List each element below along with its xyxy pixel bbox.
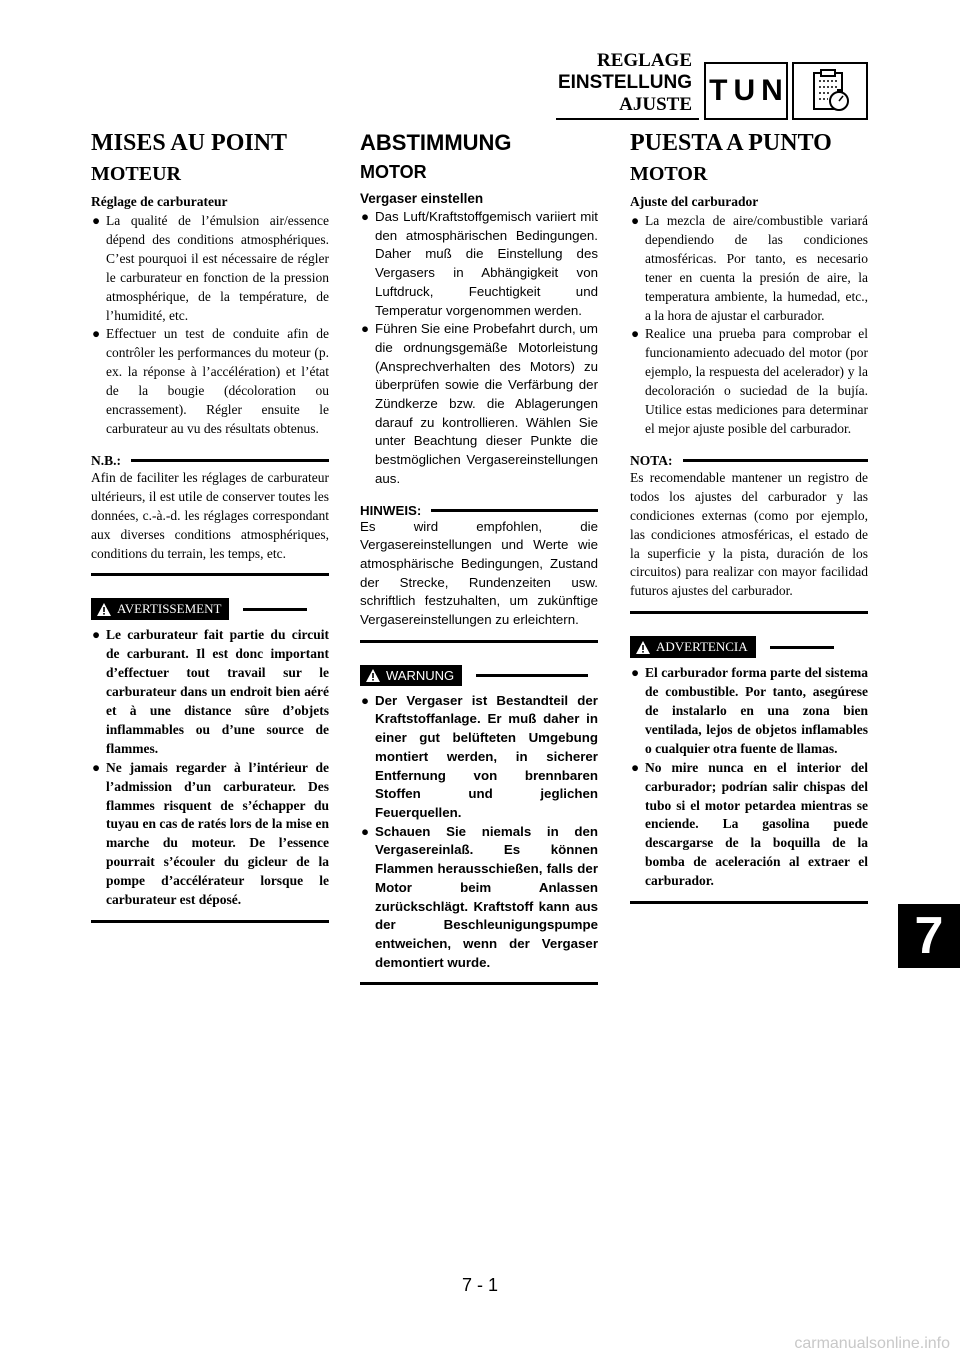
bullet-text: La mezcla de aire/combustible variará dependiendo de las condiciones atmosféricas. Por tanto, es necesario tener en cuenta la presión de aire, la temperatura ambiente, la humedad, etc., a la hora de ajustar el carburador. [645,213,868,323]
warning-text: Le carburateur fait partie du circuit de carburant. Il est donc important d’effectuer tout travail sur le carburateur dans un endroit bien aéré et à une distance sûre d’objets inflammables ou d’une source de flammes. [106,627,329,756]
warning-heading [91,598,329,620]
warning-label: WARNUNG [386,667,455,683]
warning-heading [360,665,598,686]
warning-text: Der Vergaser ist Bestandteil der Kraftstoffanlage. Er muß daher in einer gut belüfteten Umgebung montiert werden, in sicherer Entfernung von brennbaren Stoffen und jeglichen Feuerquellen. [375,692,598,820]
section-fr: MOTEUR [91,163,181,185]
column-spanish [630,128,868,904]
list-item: ● La mezcla de aire/combustible variará dependiendo de las condiciones atmosféricas. Por tanto, es necesario tener en cuenta la presión de aire, la temperatura ambiente, la humedad, etc., a la hora de ajustar el carburador. [631,213,868,323]
header-rule [556,118,699,120]
subsection-es: Ajuste del carburador [630,194,759,209]
warning-triangle-icon [97,603,111,616]
title-de: ABSTIMMUNG [360,130,512,155]
title-es: PUESTA A PUNTO [630,130,832,156]
column-french [91,128,329,923]
warning-badge [630,636,756,658]
warning-text: Ne jamais regarder à l’intérieur de l’admission d’un carburateur. Des flammes risquent de s’échapper du tuyau en cas de ratés lors de la mise en marche du moteur. De l’essence pourrait s’écouler du gicleur de la pompe d’accélérateur lorsque le carburateur est déposé. [106,759,329,908]
note-end-rule [360,640,598,643]
list-item: ● Das Luft/Kraftstoffgemisch variiert mit den atmosphärischen Bedingungen. Daher muß die Einstellung des Vergasers in Abhängigkeit von Luftdruck, Feuchtigkeit und Temperatur vorgenommen werden. [361,209,598,318]
section-es: MOTOR [630,163,708,185]
note-text: Es wird empfohlen, die Vergasereinstellungen und Werte wie atmosphärische Bedingungen, Zustand der Strecke, Rundenzeiten usw. schriftlich festzuhalten, um zukünftige Vergasereinstellungen zu erleichtern. [360,518,598,628]
note-heading [91,453,329,469]
clipboard-stopwatch-icon [792,62,868,120]
warning-text: Schauen Sie niemals in den Vergasereinlaß. Es können Flammen herausschießen, falls der Motor beim Anlassen zurückschlägt. Kraftstoff kann aus der Beschleunigungspumpe entweichen, wenn der Vergaser demontiert wurde. [375,823,598,970]
bullet-text: Das Luft/Kraftstoffgemisch variiert mit den atmosphärischen Bedingungen. Daher muß die Einstellung des Vergasers in Abhängigkeit von Luftdruck, Feuchtigkeit und Temperatur vorgenommen werden. [375,209,598,318]
list-item: ● Realice una prueba para comprobar el funcionamiento adecuado del motor (por ejemplo, la respuesta del acelerador) y la decoloración o suciedad de la bujía. Utilice estas mediciones para determinar el mejor ajuste posible del carburador. [631,326,868,436]
header-label-de: EINSTELLUNG [557,72,692,93]
warning-badge [360,665,462,686]
note-label: NOTA: [630,452,673,468]
list-item: ● Effectuer un test de conduite afin de contrôler les performances du moteur (p. ex. la réponse à l’accélération) et l’état de la bougie (décoloration ou encrassement). Régler ensuite le carburateur au vu des résultats obtenus. [92,326,329,436]
warning-triangle-icon [366,669,380,682]
section-code-box [704,62,788,120]
list-item: ● Schauen Sie niemals in den Vergasereinlaß. Es können Flammen herausschießen, falls der Motor beim Anlassen zurückschlägt. Kraftstoff kann aus der Beschleunigungspumpe entweichen, wenn der Vergaser demontiert wurde. [361,823,598,970]
bullet-text: Effectuer un test de conduite afin de contrôler les performances du moteur (p. ex. la réponse à l’accélération) et l’état de la bougie (décoloration ou encrassement). Régler ensuite le carburateur au vu des résultats obtenus. [106,326,329,436]
subsection-de: Vergaser einstellen [360,191,484,206]
list-item: ● Ne jamais regarder à l’intérieur de l’admission d’un carburateur. Des flammes risquent de s’échapper du tuyau en cas de ratés lors de la mise en marche du moteur. De l’essence pourrait s’écouler du gicleur de la pompe d’accélérateur lorsque le carburateur est déposé. [92,759,329,908]
note-end-rule [630,611,868,614]
note-text: Es recomendable mantener un registro de todos los ajustes del carburador y las condiciones externas (como por ejemplo, las condiciones atmosféricas, el estado de la superficie y la pista, duración de los circuitos) para realizar con mayor facilidad futuros ajustes del carburador. [630,469,868,599]
note-label: N.B.: [91,452,121,468]
list-item: ● Le carburateur fait partie du circuit de carburant. Il est donc important d’effectuer tout travail sur le carburateur dans un endroit bien aéré et à une distance sûre d’objets inflammables ou d’une source de flammes. [92,627,329,756]
page-number: 7 - 1 [461,1275,499,1295]
warning-badge [91,598,229,620]
note-end-rule [91,573,329,576]
note-label: HINWEIS: [360,502,422,518]
warning-end-rule [630,901,868,904]
bullet-text: Führen Sie eine Probefahrt durch, um die ordnungsgemäße Motorleistung (Ansprechverhalten des Motors) zu überprüfen sowie die Verfärbung der Zündkerze bzw. die Ablagerungen darauf zu kontrollieren. Wählen Sie unter Beachtung dieser Punkte die bestmöglichen Vergasereinstellungen aus. [375,321,598,486]
warning-triangle-icon [636,641,650,654]
header-label-fr: REGLAGE [596,50,692,71]
header-label-es: AJUSTE [619,94,692,115]
note-heading [630,453,868,469]
section-code: TUN [709,74,789,107]
chapter-tab: 7 [898,904,960,968]
warning-end-rule [91,920,329,923]
warning-label: AVERTISSEMENT [117,601,222,617]
column-german [360,128,598,985]
warning-label: ADVERTENCIA [656,639,748,655]
bullet-text: La qualité de l’émulsion air/essence dépend des conditions atmosphériques. C’est pourquoi il est nécessaire de régler le carburateur en fonction de la pression atmosphérique, de la température, de l’humidité, etc. [106,213,329,323]
list-item: ● Führen Sie eine Probefahrt durch, um die ordnungsgemäße Motorleistung (Ansprechverhalten des Motors) zu überprüfen sowie die Verfärbung der Zündkerze bzw. die Ablagerungen darauf zu kontrollieren. Wählen Sie unter Beachtung dieser Punkte die bestmöglichen Vergasereinstellungen aus. [361,321,598,486]
list-item: ● No mire nunca en el interior del carburador; podrían salir chispas del tubo si el motor petardea mientras se enciende. La gasolina puede descargarse de la boquilla de la bomba de aceleración al extraer el carburador. [631,759,868,889]
watermark: carmanualsonline.info [794,1335,950,1352]
list-item: ● La qualité de l’émulsion air/essence dépend des conditions atmosphériques. C’est pourquoi il est nécessaire de régler le carburateur en fonction de la pression atmosphérique, de la température, de l’humidité, etc. [92,213,329,323]
warning-text: No mire nunca en el interior del carburador; podrían salir chispas del tubo si el motor petardea mientras se enciende. La gasolina puede descargarse de la boquilla de la bomba de aceleración al extraer el carburador. [645,759,868,889]
warning-heading [630,636,868,658]
list-item: ● El carburador forma parte del sistema de combustible. Por tanto, asegúrese de instalarlo en una zona bien ventilada, lejos de objetos inflamables o cualquier otra fuente de llamas. [631,665,868,756]
section-de: MOTOR [360,162,427,182]
note-heading [360,503,598,518]
title-fr: MISES AU POINT [91,130,288,156]
subsection-fr: Réglage de carburateur [91,194,228,209]
list-item: ● Der Vergaser ist Bestandteil der Kraftstoffanlage. Er muß daher in einer gut belüfteten Umgebung montiert werden, in sicherer Entfernung von brennbaren Stoffen und jeglichen Feuerquellen. [361,692,598,820]
bullet-text: Realice una prueba para comprobar el funcionamiento adecuado del motor (por ejemplo, la respuesta del acelerador) y la decoloración o suciedad de la bujía. Utilice estas mediciones para determinar el mejor ajuste posible del carburador. [645,326,868,436]
note-text: Afin de faciliter les réglages de carburateur ultérieurs, il est utile de conserver toutes les données, c.-à.-d. les réglages correspondant aux diverses conditions atmosphériques, conditions du terrain, les temps, etc. [91,469,329,561]
warning-end-rule [360,982,598,985]
warning-text: El carburador forma parte del sistema de combustible. Por tanto, asegúrese de instalarlo en una zona bien ventilada, lejos de objetos inflamables o cualquier otra fuente de llamas. [645,665,868,756]
